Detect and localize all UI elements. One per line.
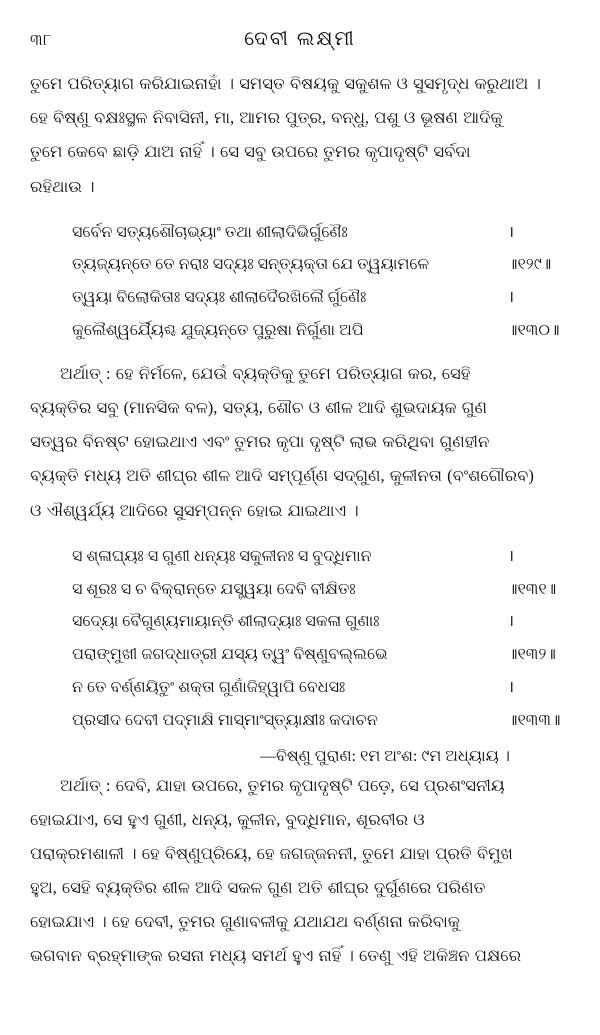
verse-mark: । bbox=[508, 223, 515, 241]
page-header bbox=[30, 28, 570, 62]
verse-mark: ॥୧୩୨॥ bbox=[508, 646, 556, 664]
verse-line bbox=[30, 574, 570, 607]
verse-text: ପ୍ରସୀଦ ଦେବୀ ପଦ୍ମାକ୍ଷି ମାସ୍ମାଂସ୍ତ୍ୟାକ୍ଷୀଃ କଦାଚନ bbox=[72, 711, 378, 729]
text-line: ହୋଇଯାଏ, ସେ ହୁଏ ଗୁଣୀ, ଧନ୍ୟ, କୁଳୀନ, ବୁଦ୍ଧିମାନ, ଶୂରବୀର ଓ bbox=[30, 809, 425, 829]
verse-line bbox=[30, 672, 570, 705]
verse-line bbox=[30, 606, 570, 639]
paragraph-2 bbox=[30, 358, 570, 527]
verse-text: ନ ତେ ବର୍ଣ୍ଣୟିତୁଂ ଶକ୍ତା ଗୁଣାଁଜିହ୍ୱାପି ବେଧସଃ bbox=[72, 678, 346, 696]
verse-block-2 bbox=[30, 541, 570, 738]
verse-text: ସଦ୍ୟୋ ବୈଗୁଣ୍ୟମାୟାନ୍ତି ଶୀଲାଦ୍ୟାଃ ସକଳା ଗୁଣାଃ bbox=[72, 613, 380, 631]
verse-mark: ॥୧୩୧॥ bbox=[508, 580, 557, 598]
text-line: ରହିଥାଉ । bbox=[30, 176, 95, 196]
verse-mark: । bbox=[508, 547, 515, 565]
verse-line bbox=[30, 315, 570, 348]
text-line: ପରାକ୍ରମଶାଳୀ । ହେ ବିଷ୍ଣୁପ୍ରିୟେ, ହେ ଜଗଜ୍ଜନନୀ, ତୁମେ ଯାହା ପ୍ରତି ବିମୁଖ bbox=[30, 843, 513, 863]
text-line: ହୋଇଯାଏ । ହେ ଦେବୀ, ତୁମର ଗୁଣାବଳୀକୁ ଯଥାଯଥ ବର୍ଣ୍ଣନା କରିବାକୁ bbox=[30, 912, 460, 932]
page-number: ୩୮ bbox=[30, 32, 52, 49]
paragraph-1 bbox=[30, 68, 570, 203]
text-line: ହେ ବିଷ୍ଣୁ ବକ୍ଷଃସ୍ଥଳ ନିବାସିନୀ, ମା, ଆମର ପୁତ୍ର, ବନ୍ଧୁ, ପଶୁ ଓ ଭୂଷଣ ଆଦିକୁ bbox=[30, 108, 503, 128]
text-line: ବ୍ୟକ୍ତି ମଧ୍ୟ ଅତି ଶୀଘ୍ର ଶୀଳ ଆଦି ସମ୍ପୂର୍ଣ୍ଣ ସଦ୍‌ଗୁଣ, କୁଳୀନତା (ବଂଶଗୌରବ) bbox=[30, 466, 534, 486]
paragraph-3 bbox=[30, 770, 570, 973]
text-line: ଓ ଐଶ୍ୱର୍ଯ୍ୟ ଆଦିରେ ସୁସମ୍ପନ୍ନ ହୋଇ ଯାଇଥାଏ । bbox=[30, 500, 359, 520]
page-title: ଦେବୀ ଲକ୍ଷ୍ମୀ bbox=[244, 28, 356, 50]
verse-mark: ॥୧୩୦॥ bbox=[508, 322, 560, 340]
text-line: ଅର୍ଥାତ୍ : ହେ ନିର୍ମଳେ, ଯେଉଁ ବ୍ୟକ୍ତିକୁ ତୁମେ ପରିତ୍ୟାଗ କର, ସେହି bbox=[60, 363, 471, 383]
verse-text: ସ ଶୂରଃ ସ ଚ ବିକ୍ରାନ୍ତେ ଯସ୍ତ୍ୱୟା ଦେବି ବୀକ୍ଷିତଃ bbox=[72, 580, 356, 598]
verse-line bbox=[30, 541, 570, 574]
verse-mark: ॥୧୩୩॥ bbox=[508, 711, 561, 729]
verse-text: ତ୍ୟଜ୍ୟନ୍ତେ ତେ ନରାଃ ସଦ୍ୟଃ ସନ୍ତ୍ୟକ୍ତା ଯେ ତ୍ୱୟାମଳେ bbox=[72, 256, 429, 274]
verse-line bbox=[30, 705, 570, 738]
text-line: ହୁଅ, ସେହି ବ୍ୟକ୍ତିର ଶୀଳ ଆଦି ସକଳ ଗୁଣ ଅତି ଶୀଘ୍ର ଦୁର୍ଗୁଣରେ ପରିଣତ bbox=[30, 878, 486, 898]
verse-text: ପରାଙ୍ମୁଖୀ ଜଗଦ୍ଧାତ୍ରୀ ଯସ୍ୟ ତ୍ୱଂ ବିଷ୍ଣୁବଲ୍ଲଭେ bbox=[72, 646, 388, 664]
text-line: ଭଗବାନ ବ୍ରହ୍ମାଙ୍କ ରସନା ମଧ୍ୟ ସମର୍ଥ ହୁଏ ନାହିଁ । ତେଣୁ ଏହି ଅକିଞ୍ଚନ ପକ୍ଷରେ bbox=[30, 946, 522, 966]
verse-text: ସର୍ବେନ ସତ୍ୟଶୌଚାଭ୍ୟାଂ ତଥା ଶୀଲାଦିଭିର୍ଗୁଣୈଃ bbox=[72, 223, 348, 241]
verse-line bbox=[30, 282, 570, 315]
text-line: ତୁମେ ପରିତ୍ୟାଗ କରିଯାଇନାହାଁ । ସମସ୍ତ ବିଷୟକୁ ସକୁଶଳ ଓ ସୁସମୃଦ୍ଧ କରୁଥାଅ । bbox=[30, 74, 541, 93]
verse-text: କୁଲୈଶ୍ୱର୍ଯ୍ୟୈଶ୍ଚ ଯୁଜ୍ୟନ୍ତେ ପୁରୁଷା ନିର୍ଗୁଣା ଅପି bbox=[72, 322, 364, 340]
verse-mark: ॥୧୨୯॥ bbox=[508, 256, 552, 274]
verse-line bbox=[30, 249, 570, 282]
source-attribution: —ବିଷ୍ଣୁ ପୁରାଣ: ୧ମ ଅଂଶ: ୯ମ ଅଧ୍ୟାୟ । bbox=[259, 747, 510, 765]
verse-mark: । bbox=[508, 678, 515, 696]
text-line: ବ୍ୟକ୍ତିର ସବୁ (ମାନସିକ ବଳ), ସତ୍ୟ, ଶୌଚ ଓ ଶୀଳ ଆଦି ଶୁଭଦାୟକ ଗୁଣ bbox=[30, 398, 487, 418]
text-line: ତୁମେ କେବେ ଛାଡ଼ି ଯାଅ ନାହିଁ । ସେ ସବୁ ଉପରେ ତୁମର କୃପାଦୃଷ୍ଟି ସର୍ବଦା bbox=[30, 142, 471, 162]
verse-block-1 bbox=[30, 217, 570, 348]
verse-text: ତ୍ୱୟା ବିଲୋକିତାଃ ସଦ୍ୟଃ ଶୀଲାଦୈରଖିଲୈ ର୍ଗୁଣୈଃ bbox=[72, 289, 367, 307]
verse-text: ସ ଶ୍ଳାଘ୍ୟଃ ସ ଗୁଣୀ ଧନ୍ୟଃ ସକୁଳୀନଃ ସ ବୁଦ୍ଧିମାନ bbox=[72, 547, 372, 565]
text-line: ଅର୍ଥାତ୍ : ଦେବି, ଯାହା ଉପରେ, ତୁମର କୃପାଦୃଷ୍ଟି ପଡ଼େ, ସେ ପ୍ରଶଂସନୀୟ bbox=[60, 775, 505, 795]
verse-mark: । bbox=[508, 613, 515, 631]
verse-line bbox=[30, 217, 570, 250]
verse-mark: । bbox=[508, 289, 515, 307]
text-line: ସତ୍ୱର ବିନଷ୍ଟ ହୋଇଥାଏ ଏବଂ ତୁମର କୃପା ଦୃଷ୍ଟି ଲାଭ କରିଥିବା ଗୁଣହୀନ bbox=[30, 432, 490, 452]
verse-line bbox=[30, 639, 570, 672]
